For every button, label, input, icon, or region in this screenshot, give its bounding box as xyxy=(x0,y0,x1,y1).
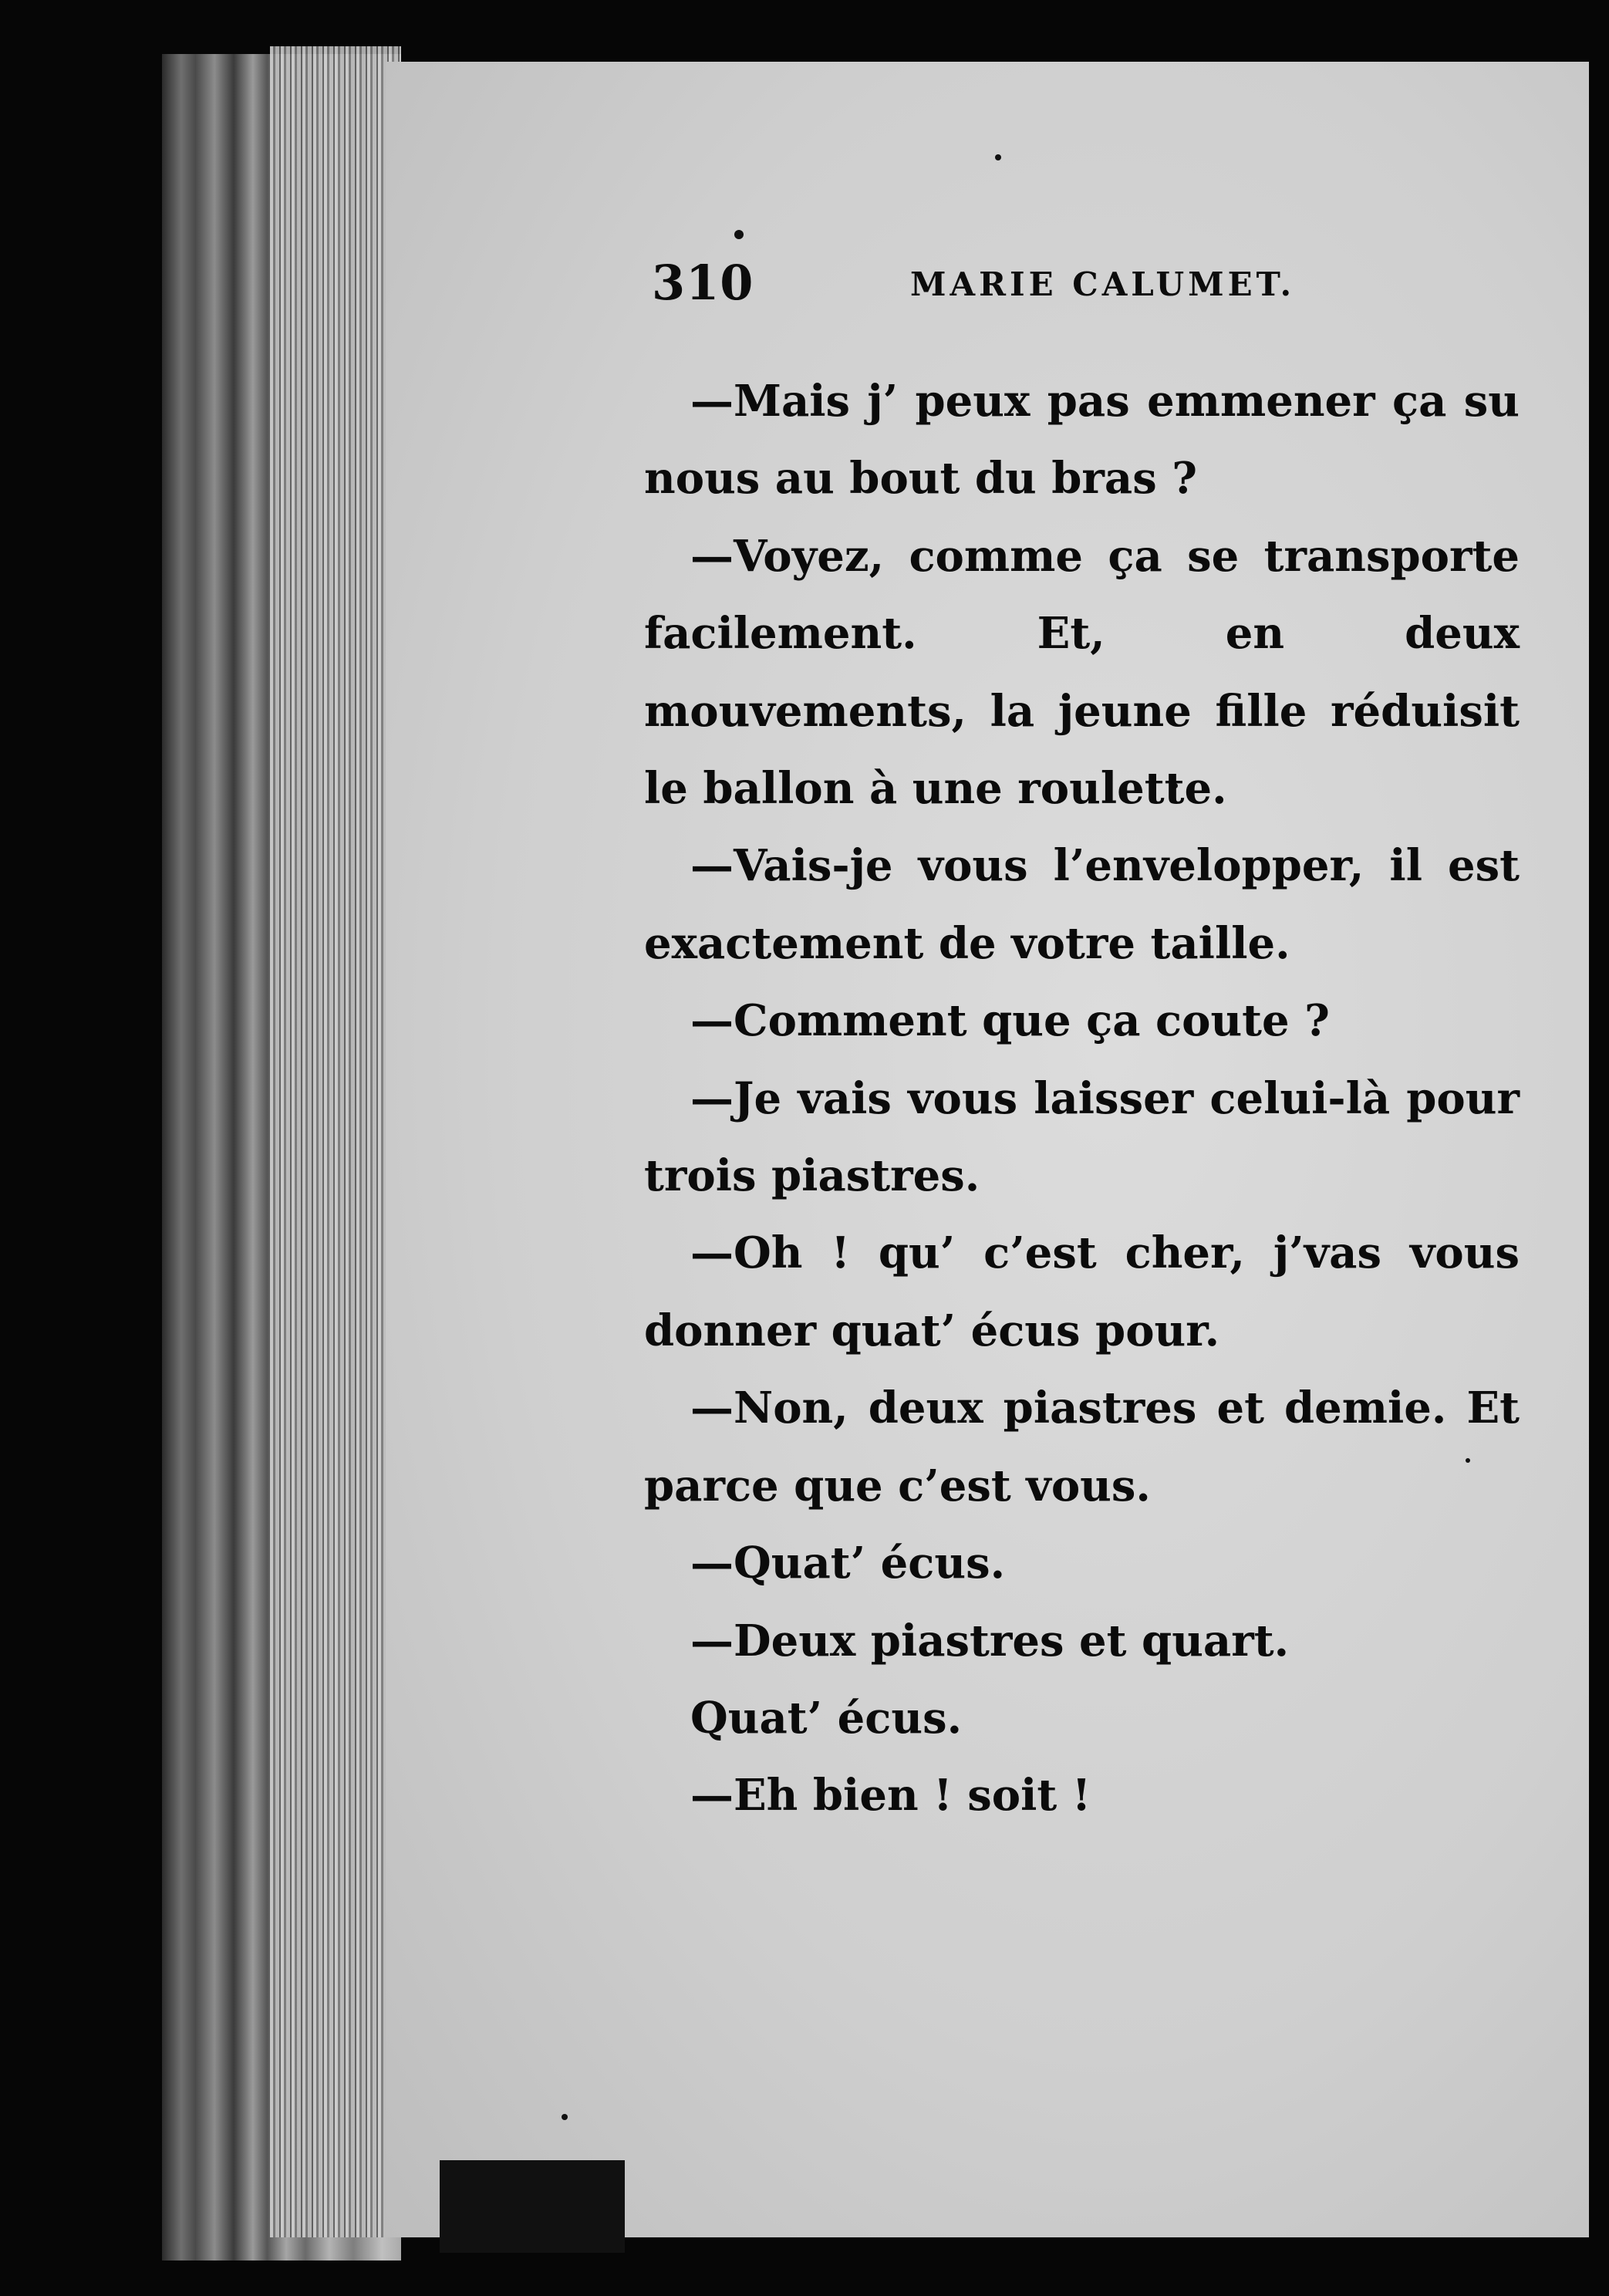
running-title: MARIE CALUMET. xyxy=(910,265,1296,303)
paragraph: —Eh bien ! soit ! xyxy=(690,1770,1091,1822)
paragraph: —Je vais vous laisser celui-là pour trois piastres. xyxy=(644,1072,1520,1202)
paragraph: —Oh ! qu’ c’est cher, j’vas vous donner quat’ écus pour. xyxy=(644,1227,1520,1356)
ink-speck xyxy=(995,154,1001,160)
paragraph: —Vais-je vous l’envelopper, il est exactement de votre taille. xyxy=(644,840,1520,969)
paragraph: Quat’ écus. xyxy=(690,1692,963,1744)
scan-artifact-block xyxy=(440,2160,625,2253)
ink-speck xyxy=(562,2114,568,2120)
page-edges xyxy=(270,46,401,2237)
paragraph: —Quat’ écus. xyxy=(690,1538,1006,1589)
paragraph: —Non, deux piastres et demie. Et parce que c’est vous. xyxy=(644,1383,1520,1511)
paragraph: —Comment que ça coute ? xyxy=(690,995,1330,1047)
body-text xyxy=(644,363,1520,1835)
paragraph: —Voyez, comme ça se transporte facilement. Et, en deux mouvements, la jeune fille réduisit le ballon à une roulette. xyxy=(644,530,1520,815)
paragraph: —Deux piastres et quart. xyxy=(690,1615,1290,1666)
page-header xyxy=(652,255,1577,324)
ink-speck xyxy=(734,230,744,239)
paragraph: —Mais j’ peux pas emmener ça su nous au bout du bras ? xyxy=(644,376,1520,505)
page-number: 310 xyxy=(652,255,754,311)
